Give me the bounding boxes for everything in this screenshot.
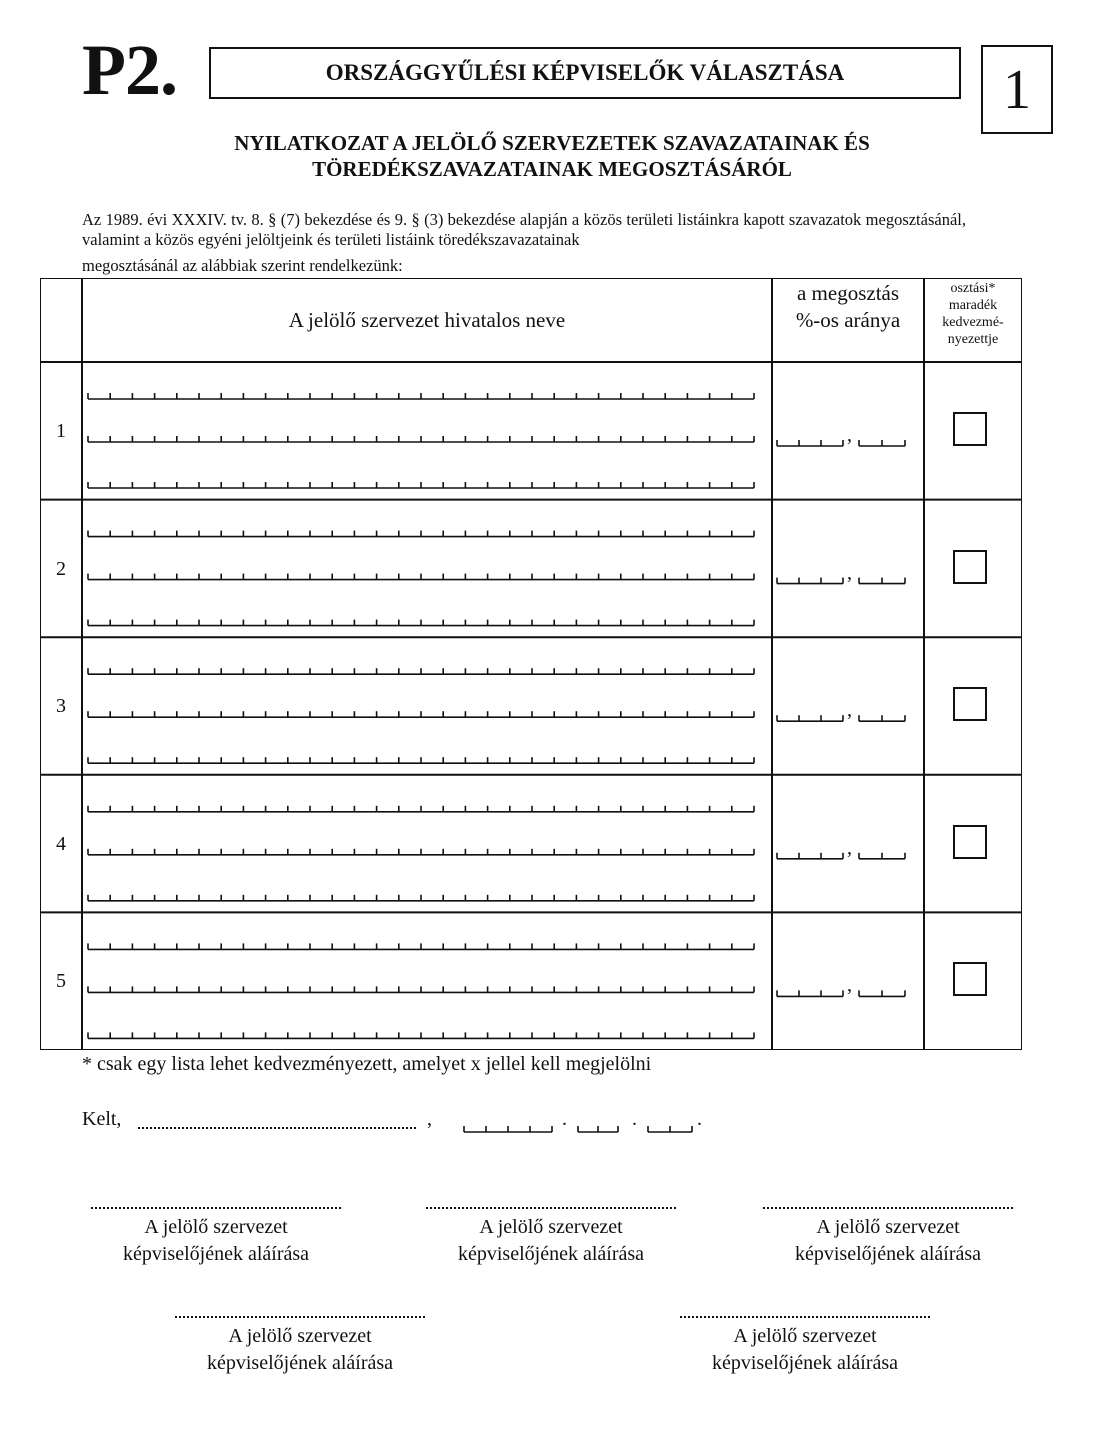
declaration-title xyxy=(120,130,984,182)
place-date-comma: , xyxy=(427,1108,432,1130)
signature-line[interactable] xyxy=(91,1207,341,1211)
remainder-beneficiary-checkbox[interactable] xyxy=(953,687,987,721)
remainder-beneficiary-checkbox[interactable] xyxy=(953,825,987,859)
date-field[interactable] xyxy=(460,1112,710,1136)
signature-label-line2: képviselőjének aláírása xyxy=(457,1243,645,1265)
declaration-title-line1: NYILATKOZAT A JELÖLŐ SZERVEZETEK SZAVAZATAINAK ÉS xyxy=(234,131,870,155)
column-header-remainder-beneficiary xyxy=(924,280,1022,348)
intro-paragraph: Az 1989. évi XXXIV. tv. 8. § (7) bekezdése és 9. § (3) bekezdése alapján a közös területi listáinkra kapott szavazatok megosztásánál, valamint a közös egyéni jelöltjeink és területi listáink töredékszavazatainak xyxy=(82,210,966,249)
signature-label xyxy=(76,1214,356,1268)
decimal-separator: , xyxy=(847,836,852,859)
signature-label-line1: A jelölő szervezet xyxy=(816,1216,960,1238)
page-number xyxy=(981,45,1053,134)
signature-label xyxy=(748,1214,1028,1268)
signature-label-line1: A jelölő szervezet xyxy=(733,1325,877,1347)
signature-label xyxy=(160,1323,440,1377)
column-header-percentage-line2: %-os aránya xyxy=(795,308,901,332)
page-number-text: 1 xyxy=(1003,58,1031,121)
decimal-separator: , xyxy=(847,561,852,584)
decimal-separator: , xyxy=(847,424,852,446)
signature-line[interactable] xyxy=(680,1316,930,1320)
form-code: P2. xyxy=(82,30,177,110)
form-title-text: ORSZÁGGYŰLÉSI KÉPVISELŐK VÁLASZTÁSA xyxy=(325,60,845,85)
signature-label-line2: képviselőjének aláírása xyxy=(122,1243,310,1265)
column-header-organization-name-text: A jelölő szervezet hivatalos neve xyxy=(288,307,566,332)
row-number: 3 xyxy=(56,695,66,718)
column-header-percentage-line1: a megosztás xyxy=(796,281,900,305)
signature-label-line2: képviselőjének aláírása xyxy=(206,1352,394,1374)
row-number: 1 xyxy=(56,420,66,442)
row-number: 2 xyxy=(56,557,66,580)
signature-label xyxy=(411,1214,691,1268)
date-dot-3: . xyxy=(697,1108,702,1130)
intro-paragraph-last-line: megosztásánál az alábbiak szerint rendelkezünk: xyxy=(82,256,403,275)
column-header-remainder-line3: kedvezmé- xyxy=(942,315,1004,330)
place-date-label: Kelt, xyxy=(82,1108,122,1130)
declaration-title-line2: TÖREDÉKSZAVAZATAINAK MEGOSZTÁSÁRÓL xyxy=(312,157,792,181)
signature-label xyxy=(665,1323,945,1377)
signature-label-line1: A jelölő szervezet xyxy=(479,1216,623,1238)
allocation-table xyxy=(40,278,1022,1050)
signature-line[interactable] xyxy=(426,1207,676,1211)
signature-label-line1: A jelölő szervezet xyxy=(228,1325,372,1347)
signature-label-line1: A jelölő szervezet xyxy=(144,1216,288,1238)
decimal-separator: , xyxy=(847,974,852,997)
column-header-percentage xyxy=(772,280,924,334)
remainder-beneficiary-checkbox[interactable] xyxy=(953,550,987,584)
row-number: 4 xyxy=(56,832,66,855)
column-header-organization-name xyxy=(82,278,772,362)
column-header-remainder-line1: osztási* xyxy=(950,281,996,296)
signature-label-line2: képviselőjének aláírása xyxy=(794,1243,982,1265)
remainder-beneficiary-checkbox[interactable] xyxy=(953,412,987,446)
decimal-separator: , xyxy=(847,699,852,722)
signature-label-line2: képviselőjének aláírása xyxy=(711,1352,899,1374)
date-dot-1: . xyxy=(562,1108,567,1130)
column-header-remainder-line4: nyezettje xyxy=(947,332,999,347)
footnote: * csak egy lista lehet kedvezményezett, amelyet x jellel kell megjelölni xyxy=(82,1053,652,1075)
remainder-beneficiary-checkbox[interactable] xyxy=(953,962,987,996)
form-title xyxy=(209,47,961,99)
date-dot-2: . xyxy=(632,1108,637,1130)
signature-line[interactable] xyxy=(763,1207,1013,1211)
column-header-remainder-line2: maradék xyxy=(948,298,998,313)
row-number: 5 xyxy=(56,970,66,993)
place-field[interactable] xyxy=(138,1127,416,1129)
signature-line[interactable] xyxy=(175,1316,425,1320)
